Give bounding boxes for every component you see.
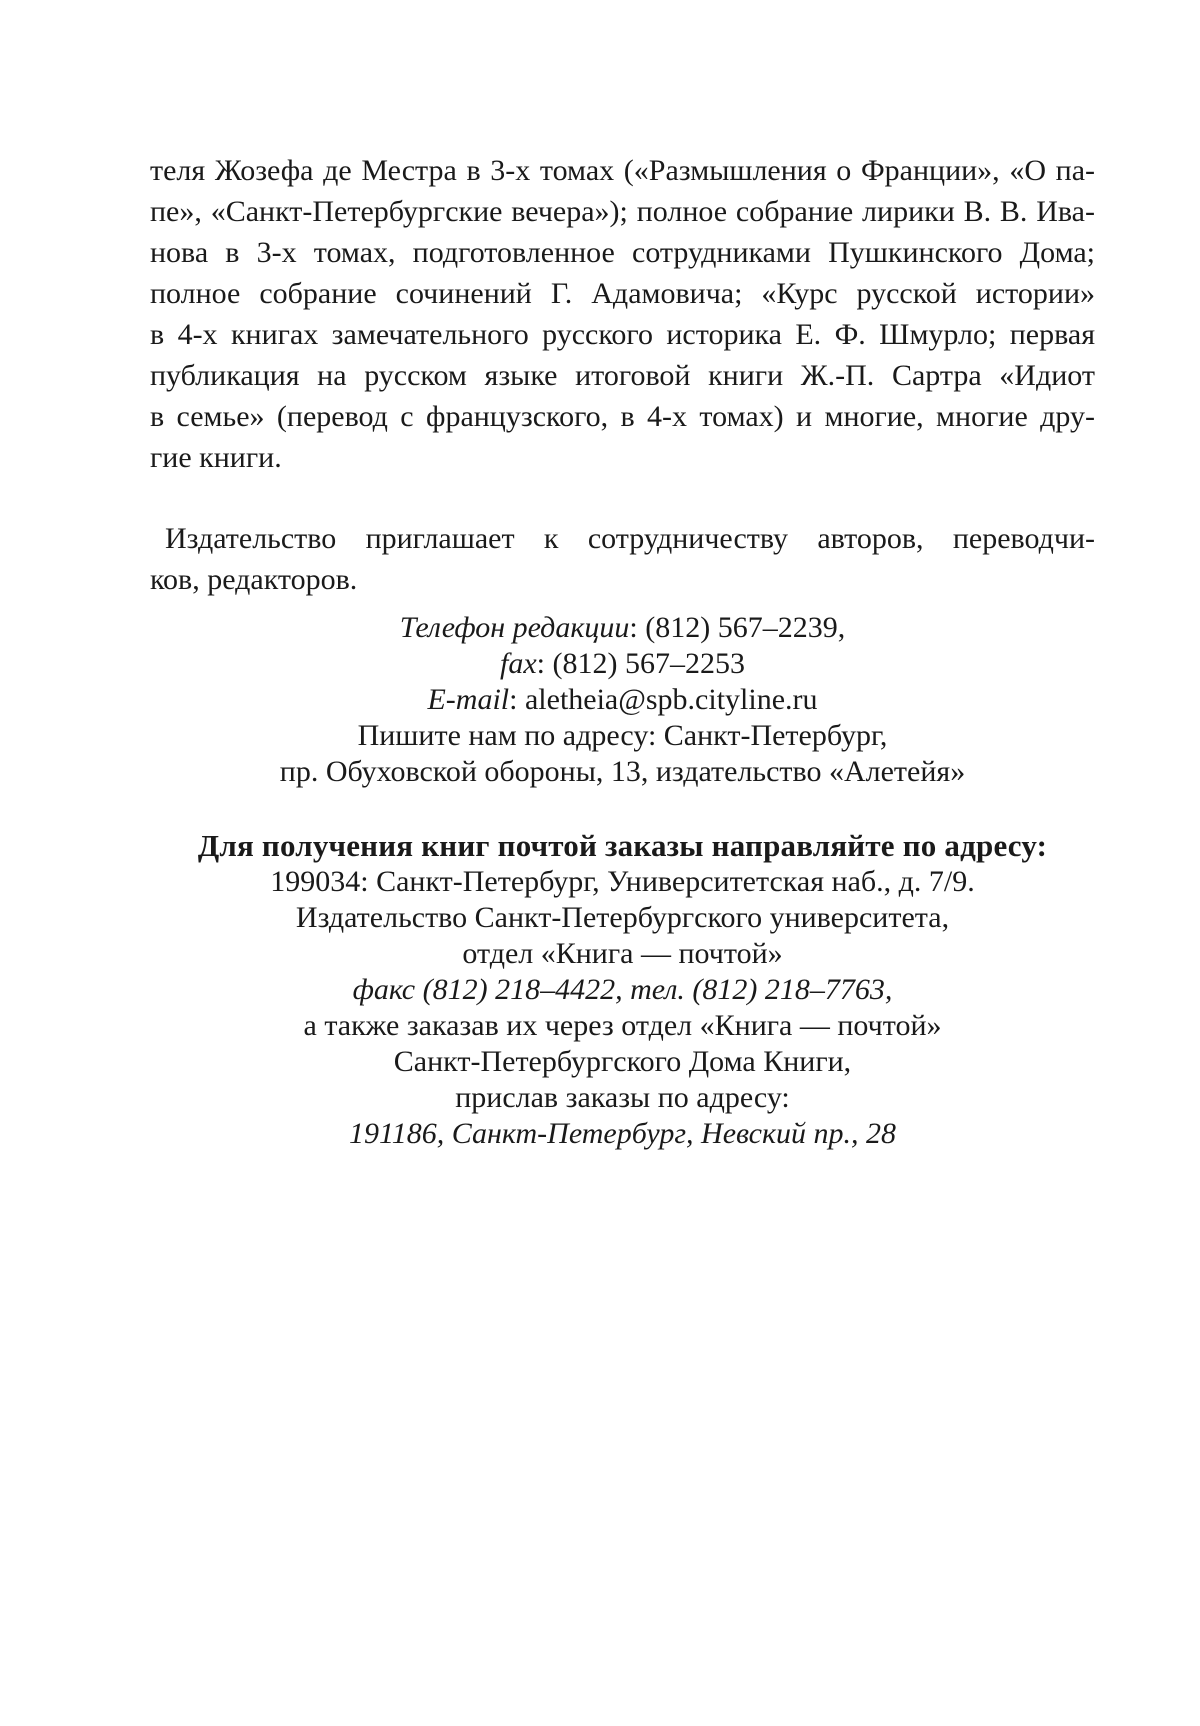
contacts-block (150, 610, 1095, 790)
phone-value: : (812) 567–2239, (629, 611, 846, 644)
orders-line: факс (812) 218–4422, тел. (812) 218–7763, (352, 973, 893, 1006)
orders-line: отдел «Книга — почтой» (462, 937, 783, 970)
orders-block (150, 828, 1095, 1152)
orders-line: Издательство Санкт-Петербургского университета, (295, 901, 950, 934)
fax-line (150, 646, 1095, 682)
email-line (150, 682, 1095, 718)
invitation-line: Издательство приглашает к сотрудничеству авторов, переводчи- (165, 522, 1095, 555)
address-line: пр. Обуховской обороны, 13, издательство «Алетейя» (279, 755, 966, 788)
paragraph-line: в 4-х книгах замечательного русского историка Е. Ф. Шмурло; первая (150, 318, 1095, 351)
paragraph-line: теля Жозефа де Местра в 3-х томах («Размышления о Франции», «О па- (150, 154, 1095, 187)
paragraph-line: полное собрание сочинений Г. Адамовича; «Курс русской истории» (150, 277, 1095, 310)
paragraph-line: нова в 3-х томах, подготовленное сотрудниками Пушкинского Дома; (150, 236, 1095, 269)
paragraph-line: публикация на русском языке итоговой книги Ж.-П. Сартра «Идиот (150, 359, 1095, 392)
orders-line: прислав заказы по адресу: (455, 1081, 790, 1114)
orders-line: а также заказав их через отдел «Книга — почтой» (303, 1009, 942, 1042)
email-value: : aletheia@spb.cityline.ru (509, 683, 818, 716)
email-label: E-mail (427, 683, 510, 716)
main-paragraph (150, 150, 1095, 478)
fax-label: fax (500, 647, 537, 680)
invitation-paragraph (150, 518, 1095, 600)
orders-line: 191186, Санкт-Петербург, Невский пр., 28 (348, 1117, 896, 1150)
phone-line (150, 610, 1095, 646)
document-page (150, 150, 1095, 1152)
paragraph-line: в семье» (перевод с французского, в 4-х томах) и многие, многие дру- (150, 400, 1095, 433)
orders-line: Санкт-Петербургского Дома Книги, (393, 1045, 852, 1078)
orders-line: 199034: Санкт-Петербург, Университетская наб., д. 7/9. (270, 865, 975, 898)
fax-value: : (812) 567–2253 (536, 647, 745, 680)
invitation-line: ков, редакторов. (150, 563, 358, 596)
orders-heading: Для получения книг почтой заказы направляйте по адресу: (197, 828, 1048, 863)
paragraph-line: пе», «Санкт-Петербургские вечера»); полное собрание лирики В. В. Ива- (150, 195, 1095, 228)
address-line: Пишите нам по адресу: Санкт-Петербург, (357, 719, 888, 752)
paragraph-line: гие книги. (150, 441, 282, 474)
phone-label: Телефон редакции (399, 611, 630, 644)
